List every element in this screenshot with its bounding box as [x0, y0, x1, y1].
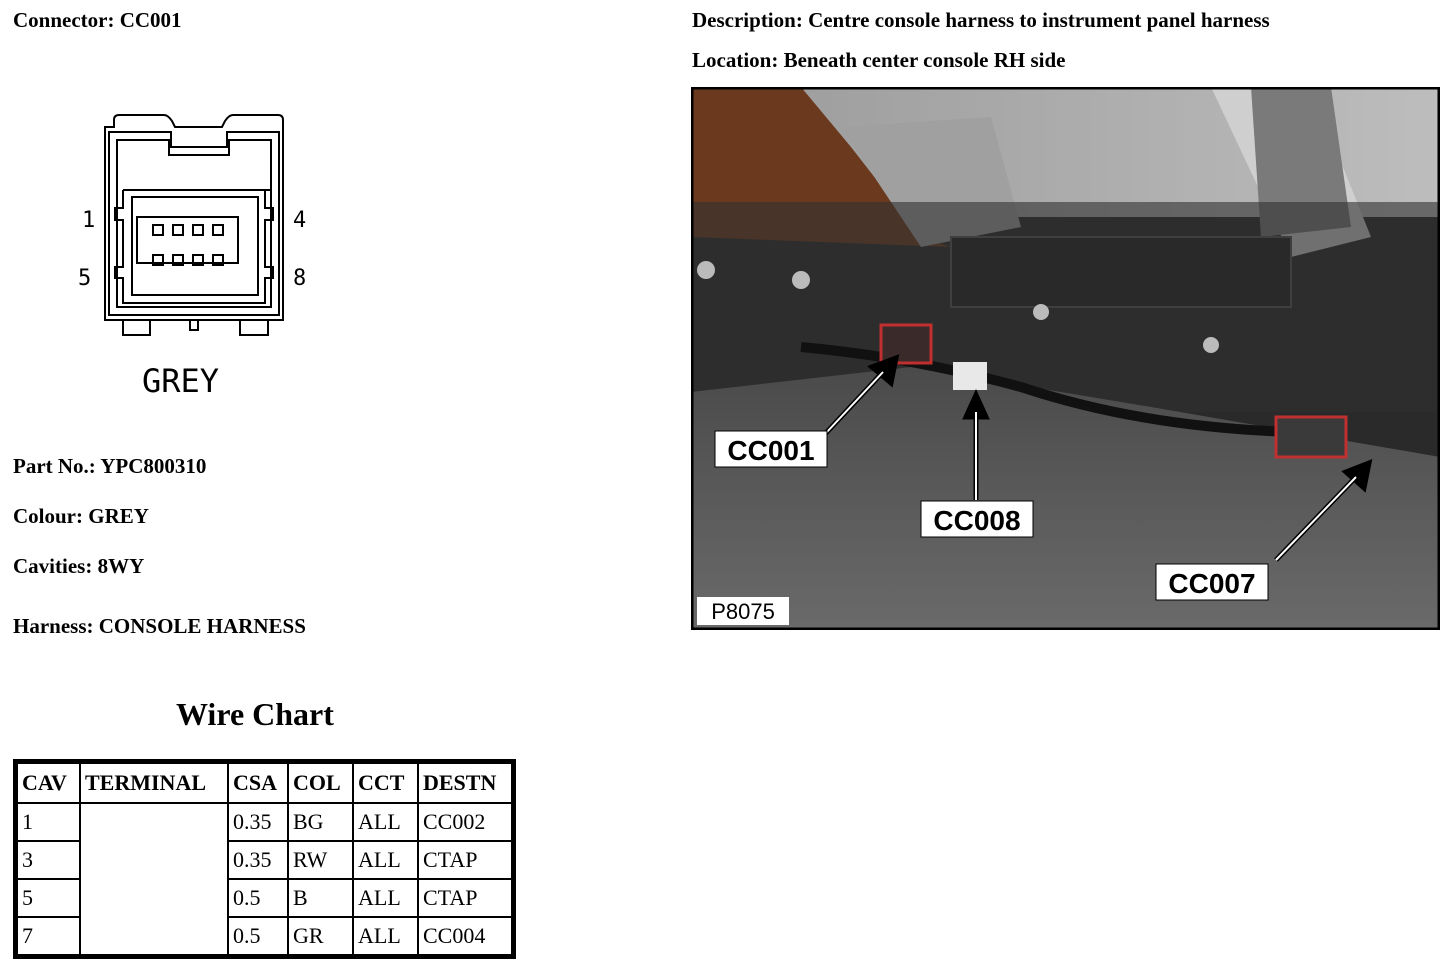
pin-4-label: 4 [293, 208, 307, 233]
cav-cell: 5 [16, 879, 81, 917]
part-number: Part No.: YPC800310 [13, 454, 207, 478]
wire-chart-title: Wire Chart [176, 696, 334, 732]
cavities-field: Cavities: 8WY [13, 554, 145, 578]
pin-1-label: 1 [82, 208, 96, 233]
destn-cell: CTAP [418, 841, 514, 879]
cav-cell: 1 [16, 803, 81, 841]
col-header-cct: CCT [353, 762, 418, 804]
col-cell: RW [288, 841, 353, 879]
callout-cc001: CC001 [727, 435, 815, 466]
harness-field: Harness: CONSOLE HARNESS [13, 614, 306, 638]
callout-cc007: CC007 [1168, 568, 1256, 599]
connector-location: Location: Beneath center console RH side [692, 48, 1066, 72]
csa-cell: 0.35 [228, 841, 288, 879]
wire-chart-header-row [16, 762, 514, 804]
wire-chart-table [13, 759, 516, 959]
col-header-csa: CSA [228, 762, 288, 804]
colour-label: GREY [142, 362, 220, 400]
cct-cell: ALL [353, 879, 418, 917]
cav-cell: 7 [16, 917, 81, 957]
callout-cc008: CC008 [933, 505, 1021, 536]
table-row [16, 803, 514, 841]
csa-cell: 0.35 [228, 803, 288, 841]
col-header-terminal: TERMINAL [80, 762, 228, 804]
destn-cell: CTAP [418, 879, 514, 917]
col-cell: BG [288, 803, 353, 841]
cct-cell: ALL [353, 803, 418, 841]
connector-title: Connector: CC001 [13, 8, 182, 32]
col-cell: GR [288, 917, 353, 957]
pin-8-label: 8 [293, 266, 307, 291]
cav-cell: 3 [16, 841, 81, 879]
location-photo [691, 87, 1440, 630]
csa-cell: 0.5 [228, 917, 288, 957]
csa-cell: 0.5 [228, 879, 288, 917]
destn-cell: CC002 [418, 803, 514, 841]
destn-cell: CC004 [418, 917, 514, 957]
cct-cell: ALL [353, 917, 418, 957]
col-header-destn: DESTN [418, 762, 514, 804]
cct-cell: ALL [353, 841, 418, 879]
col-header-cav: CAV [16, 762, 81, 804]
connector-face-diagram [60, 105, 340, 405]
pin-5-label: 5 [78, 266, 92, 291]
terminal-cell [80, 803, 228, 957]
col-cell: B [288, 879, 353, 917]
connector-description: Description: Centre console harness to instrument panel harness [692, 8, 1270, 32]
col-header-col: COL [288, 762, 353, 804]
photo-reference: P8075 [711, 599, 775, 624]
colour-field: Colour: GREY [13, 504, 149, 528]
